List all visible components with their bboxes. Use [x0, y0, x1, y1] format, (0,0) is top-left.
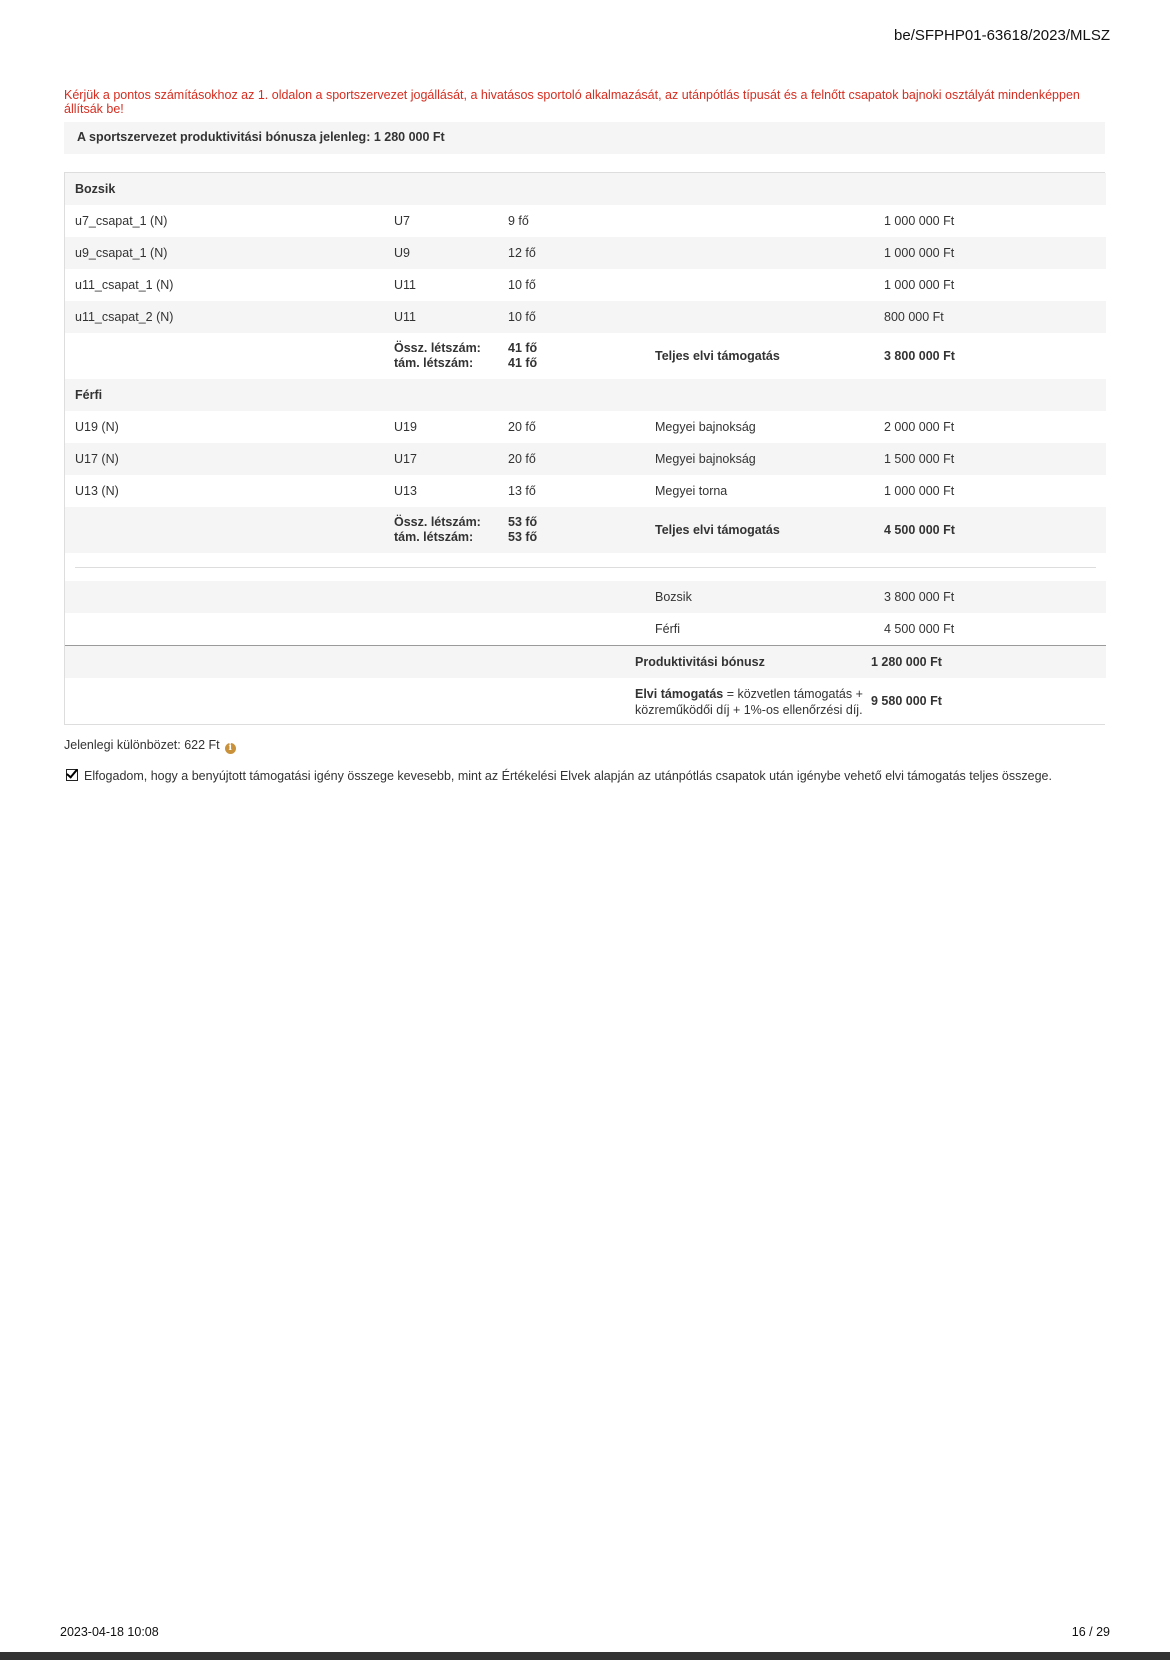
amount: 1 000 000 Ft [884, 484, 955, 498]
theoretical-support-label-rest: = közvetlen támogatás + [723, 687, 863, 701]
total-label: Bozsik [655, 590, 692, 604]
amount: 2 000 000 Ft [884, 420, 955, 434]
total-headcount-label: Össz. létszám: [394, 515, 481, 529]
total-value: 4 500 000 Ft [884, 622, 955, 636]
acceptance-text: Elfogadom, hogy a benyújtott támogatási igény összege kevesebb, mint az Értékelési Elvek alapján az utánpótlás csapatok után igénybe vehető elvi támogatás teljes összege. [84, 769, 1052, 783]
team-name: U17 (N) [75, 452, 119, 466]
table-row [65, 205, 1106, 237]
amount: 1 000 000 Ft [884, 278, 955, 292]
table-row [65, 269, 1106, 301]
amount: 800 000 Ft [884, 310, 944, 324]
section-header-bozsik [65, 173, 1106, 205]
total-support-value: 4 500 000 Ft [884, 523, 955, 537]
player-count: 10 fő [508, 310, 536, 324]
team-name: u9_csapat_1 (N) [75, 246, 168, 260]
league-level: Megyei bajnokság [655, 452, 756, 466]
player-count: 9 fő [508, 214, 529, 228]
theoretical-support-value: 9 580 000 Ft [871, 694, 942, 708]
current-difference [64, 738, 236, 754]
total-headcount-value: 41 fő [508, 341, 538, 355]
acceptance-statement [66, 769, 1052, 783]
total-headcount-value: 53 fő [508, 515, 538, 529]
supported-headcount-label: tám. létszám: [394, 356, 474, 370]
age-group: U11 [394, 278, 417, 292]
section-title: Férfi [75, 388, 103, 402]
age-group: U11 [394, 310, 417, 324]
table-row [65, 475, 1106, 507]
section-title: Bozsik [75, 182, 116, 196]
divider [75, 567, 1096, 568]
total-headcount-label: Össz. létszám: [394, 341, 481, 355]
supported-headcount-value: 41 fő [508, 356, 538, 370]
player-count: 10 fő [508, 278, 536, 292]
total-support-value: 3 800 000 Ft [884, 349, 955, 363]
current-difference-text: Jelenlegi különbözet: 622 Ft [64, 738, 220, 752]
team-name: U19 (N) [75, 420, 119, 434]
table-row [65, 411, 1106, 443]
player-count: 13 fő [508, 484, 536, 498]
bonus-notice: A sportszervezet produktivitási bónusza jelenleg: 1 280 000 Ft [64, 122, 1105, 154]
league-level: Megyei torna [655, 484, 728, 498]
team-name: u7_csapat_1 (N) [75, 214, 168, 228]
league-level: Megyei bajnokság [655, 420, 756, 434]
theoretical-support-label-bold: Elvi támogatás [635, 687, 724, 701]
player-count: 12 fő [508, 246, 536, 260]
total-label: Férfi [655, 622, 680, 636]
document-id: be/SFPHP01-63618/2023/MLSZ [894, 27, 1110, 44]
theoretical-support-label-line2: közreműködői díj + 1%-os ellenőrzési díj. [635, 703, 863, 717]
total-support-label: Teljes elvi támogatás [655, 349, 780, 363]
theoretical-support-row [65, 678, 1106, 724]
productivity-bonus-row [65, 646, 1106, 678]
table-row [65, 301, 1106, 333]
age-group: U9 [394, 246, 410, 260]
section-summary-row [65, 333, 1106, 379]
total-value: 3 800 000 Ft [884, 590, 955, 604]
section-summary-row [65, 507, 1106, 553]
age-group: U13 [394, 484, 417, 498]
total-support-label: Teljes elvi támogatás [655, 523, 780, 537]
player-count: 20 fő [508, 420, 536, 434]
amount: 1 000 000 Ft [884, 214, 955, 228]
theoretical-support-label [635, 686, 863, 718]
amount: 1 000 000 Ft [884, 246, 955, 260]
bottom-bar [0, 1652, 1170, 1660]
footer-page-number: 16 / 29 [1071, 1625, 1110, 1639]
productivity-bonus-label: Produktivitási bónusz [635, 655, 765, 669]
info-icon[interactable]: i [225, 743, 236, 754]
team-name: U13 (N) [75, 484, 119, 498]
age-group: U7 [394, 214, 410, 228]
team-name: u11_csapat_2 (N) [75, 310, 174, 324]
table-row [65, 237, 1106, 269]
table-row [65, 443, 1106, 475]
footer-datetime: 2023-04-18 10:08 [60, 1625, 159, 1639]
player-count: 20 fő [508, 452, 536, 466]
totals-row [65, 613, 1106, 645]
supported-headcount-label: tám. létszám: [394, 530, 474, 544]
acceptance-checkbox[interactable] [66, 769, 78, 781]
totals-row [65, 581, 1106, 613]
warning-message: Kérjük a pontos számításokhoz az 1. oldalon a sportszervezet jogállását, a hivatásos sportoló alkalmazását, az utánpótlás típusát és a felnőtt csapatok bajnoki osztályát mindenképpen állítsák be! [64, 88, 1080, 116]
amount: 1 500 000 Ft [884, 452, 955, 466]
support-table [64, 172, 1105, 725]
age-group: U17 [394, 452, 417, 466]
supported-headcount-value: 53 fő [508, 530, 538, 544]
team-name: u11_csapat_1 (N) [75, 278, 174, 292]
age-group: U19 [394, 420, 417, 434]
productivity-bonus-value: 1 280 000 Ft [871, 655, 942, 669]
section-header-ferfi [65, 379, 1106, 411]
